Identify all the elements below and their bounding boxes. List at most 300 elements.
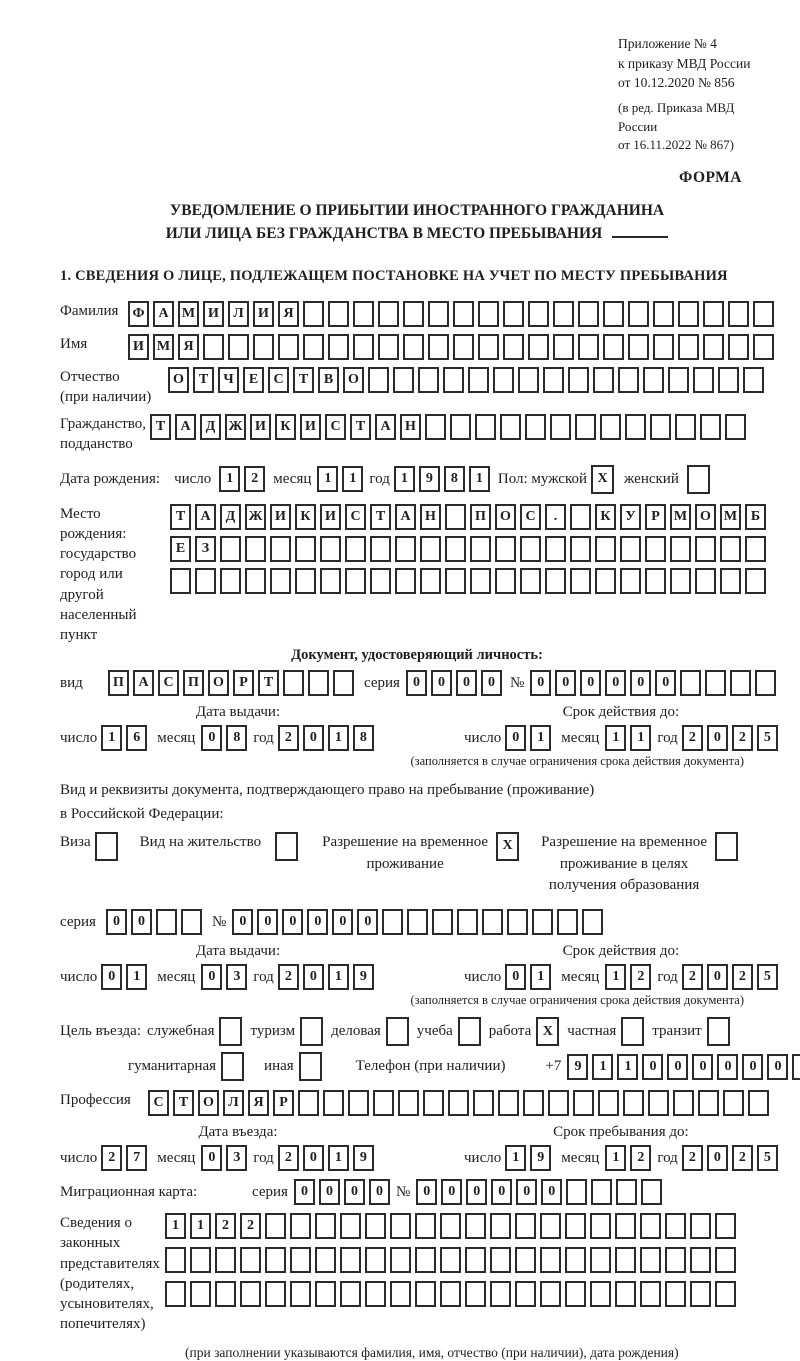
char-cell[interactable]	[340, 1213, 361, 1239]
char-cell[interactable]: 1	[101, 725, 122, 751]
char-cell[interactable]	[643, 367, 664, 393]
char-cell[interactable]: М	[670, 504, 691, 530]
char-cell[interactable]	[690, 1247, 711, 1273]
char-cell[interactable]: Т	[170, 504, 191, 530]
char-cell[interactable]	[615, 1281, 636, 1307]
char-cell[interactable]: 0	[357, 909, 378, 935]
char-cell[interactable]: 0	[481, 670, 502, 696]
char-cell[interactable]: С	[148, 1090, 169, 1116]
char-cell[interactable]	[498, 1090, 519, 1116]
char-cell[interactable]	[543, 367, 564, 393]
char-cell[interactable]: 0	[416, 1179, 437, 1205]
char-cell[interactable]: Т	[370, 504, 391, 530]
char-cell[interactable]	[423, 1090, 444, 1116]
char-cell[interactable]	[495, 536, 516, 562]
char-cell[interactable]: 2	[101, 1145, 122, 1171]
char-cell[interactable]	[290, 1281, 311, 1307]
char-cell[interactable]	[557, 909, 578, 935]
char-cell[interactable]	[299, 1052, 322, 1081]
char-cell[interactable]	[548, 1090, 569, 1116]
char-cell[interactable]	[298, 1090, 319, 1116]
char-cell[interactable]: И	[300, 414, 321, 440]
char-cell[interactable]: 9	[419, 466, 440, 492]
char-cell[interactable]: Я	[278, 301, 299, 327]
char-cell[interactable]: А	[195, 504, 216, 530]
char-cell[interactable]: 7	[126, 1145, 147, 1171]
char-cell[interactable]: 0	[303, 725, 324, 751]
char-cell[interactable]: 1	[617, 1054, 638, 1080]
char-cell[interactable]: 1	[219, 466, 240, 492]
char-cell[interactable]: 1	[328, 725, 349, 751]
char-cell[interactable]: 1	[530, 964, 551, 990]
char-cell[interactable]	[465, 1213, 486, 1239]
char-cell[interactable]	[687, 465, 710, 494]
char-cell[interactable]	[245, 568, 266, 594]
char-cell[interactable]	[245, 536, 266, 562]
char-cell[interactable]: X	[496, 832, 519, 861]
char-cell[interactable]	[528, 334, 549, 360]
char-cell[interactable]: 1	[592, 1054, 613, 1080]
char-cell[interactable]	[565, 1281, 586, 1307]
char-cell[interactable]	[532, 909, 553, 935]
char-cell[interactable]: 0	[505, 725, 526, 751]
char-cell[interactable]	[565, 1213, 586, 1239]
char-cell[interactable]	[653, 301, 674, 327]
char-cell[interactable]	[620, 536, 641, 562]
char-cell[interactable]: 2	[732, 964, 753, 990]
char-cell[interactable]: 6	[126, 725, 147, 751]
char-cell[interactable]: 0	[466, 1179, 487, 1205]
char-cell[interactable]: А	[395, 504, 416, 530]
char-cell[interactable]	[221, 1052, 244, 1081]
char-cell[interactable]: О	[695, 504, 716, 530]
char-cell[interactable]: А	[153, 301, 174, 327]
char-cell[interactable]: 0	[707, 964, 728, 990]
char-cell[interactable]	[165, 1281, 186, 1307]
char-cell[interactable]: 2	[630, 964, 651, 990]
char-cell[interactable]: 0	[530, 670, 551, 696]
char-cell[interactable]: 8	[444, 466, 465, 492]
char-cell[interactable]: 0	[307, 909, 328, 935]
char-cell[interactable]	[578, 301, 599, 327]
char-cell[interactable]	[386, 1017, 409, 1046]
char-cell[interactable]	[457, 909, 478, 935]
char-cell[interactable]: 0	[707, 1145, 728, 1171]
char-cell[interactable]: 1	[165, 1213, 186, 1239]
char-cell[interactable]	[678, 301, 699, 327]
char-cell[interactable]	[390, 1281, 411, 1307]
char-cell[interactable]: К	[595, 504, 616, 530]
char-cell[interactable]: 5	[757, 1145, 778, 1171]
char-cell[interactable]	[390, 1247, 411, 1273]
char-cell[interactable]	[525, 414, 546, 440]
char-cell[interactable]	[315, 1247, 336, 1273]
char-cell[interactable]	[670, 568, 691, 594]
char-cell[interactable]	[553, 301, 574, 327]
char-cell[interactable]	[515, 1247, 536, 1273]
char-cell[interactable]	[578, 334, 599, 360]
char-cell[interactable]	[603, 301, 624, 327]
char-cell[interactable]	[670, 536, 691, 562]
char-cell[interactable]: 0	[505, 964, 526, 990]
char-cell[interactable]	[465, 1281, 486, 1307]
char-cell[interactable]: 0	[303, 1145, 324, 1171]
char-cell[interactable]	[320, 568, 341, 594]
char-cell[interactable]	[475, 414, 496, 440]
char-cell[interactable]	[328, 334, 349, 360]
char-cell[interactable]	[493, 367, 514, 393]
char-cell[interactable]	[745, 568, 766, 594]
char-cell[interactable]	[458, 1017, 481, 1046]
char-cell[interactable]	[641, 1179, 662, 1205]
char-cell[interactable]	[432, 909, 453, 935]
char-cell[interactable]: З	[195, 536, 216, 562]
char-cell[interactable]: И	[250, 414, 271, 440]
char-cell[interactable]: 0	[717, 1054, 738, 1080]
char-cell[interactable]	[725, 414, 746, 440]
char-cell[interactable]	[515, 1213, 536, 1239]
char-cell[interactable]: И	[270, 504, 291, 530]
char-cell[interactable]: И	[253, 301, 274, 327]
char-cell[interactable]	[270, 536, 291, 562]
char-cell[interactable]	[593, 367, 614, 393]
char-cell[interactable]: 1	[328, 1145, 349, 1171]
char-cell[interactable]	[723, 1090, 744, 1116]
char-cell[interactable]	[665, 1281, 686, 1307]
char-cell[interactable]	[303, 301, 324, 327]
char-cell[interactable]	[450, 414, 471, 440]
char-cell[interactable]	[590, 1247, 611, 1273]
char-cell[interactable]	[395, 536, 416, 562]
char-cell[interactable]: А	[133, 670, 154, 696]
char-cell[interactable]	[620, 568, 641, 594]
char-cell[interactable]	[390, 1213, 411, 1239]
char-cell[interactable]: О	[208, 670, 229, 696]
char-cell[interactable]	[540, 1213, 561, 1239]
char-cell[interactable]	[420, 536, 441, 562]
char-cell[interactable]	[753, 301, 774, 327]
char-cell[interactable]	[382, 909, 403, 935]
char-cell[interactable]: Я	[248, 1090, 269, 1116]
char-cell[interactable]: 0	[692, 1054, 713, 1080]
char-cell[interactable]: 0	[232, 909, 253, 935]
char-cell[interactable]: Б	[745, 504, 766, 530]
char-cell[interactable]	[215, 1247, 236, 1273]
char-cell[interactable]: И	[320, 504, 341, 530]
char-cell[interactable]: Ф	[128, 301, 149, 327]
char-cell[interactable]: 2	[240, 1213, 261, 1239]
char-cell[interactable]: 0	[303, 964, 324, 990]
char-cell[interactable]: 0	[257, 909, 278, 935]
char-cell[interactable]	[703, 334, 724, 360]
char-cell[interactable]: Д	[220, 504, 241, 530]
char-cell[interactable]	[715, 1247, 736, 1273]
char-cell[interactable]	[190, 1247, 211, 1273]
char-cell[interactable]	[470, 568, 491, 594]
char-cell[interactable]	[553, 334, 574, 360]
char-cell[interactable]	[603, 334, 624, 360]
char-cell[interactable]	[703, 301, 724, 327]
char-cell[interactable]	[340, 1281, 361, 1307]
char-cell[interactable]: 2	[732, 1145, 753, 1171]
char-cell[interactable]: 0	[332, 909, 353, 935]
char-cell[interactable]: Т	[150, 414, 171, 440]
char-cell[interactable]	[707, 1017, 730, 1046]
char-cell[interactable]: 0	[767, 1054, 788, 1080]
char-cell[interactable]: 2	[278, 1145, 299, 1171]
char-cell[interactable]	[550, 414, 571, 440]
char-cell[interactable]	[640, 1213, 661, 1239]
char-cell[interactable]	[668, 367, 689, 393]
char-cell[interactable]	[648, 1090, 669, 1116]
char-cell[interactable]	[473, 1090, 494, 1116]
char-cell[interactable]: 1	[469, 466, 490, 492]
char-cell[interactable]: И	[203, 301, 224, 327]
char-cell[interactable]	[170, 568, 191, 594]
char-cell[interactable]: 0	[742, 1054, 763, 1080]
char-cell[interactable]	[680, 670, 701, 696]
char-cell[interactable]	[470, 536, 491, 562]
char-cell[interactable]	[575, 414, 596, 440]
char-cell[interactable]	[698, 1090, 719, 1116]
char-cell[interactable]	[253, 334, 274, 360]
char-cell[interactable]	[240, 1247, 261, 1273]
char-cell[interactable]	[690, 1213, 711, 1239]
char-cell[interactable]: 5	[757, 725, 778, 751]
char-cell[interactable]: Н	[420, 504, 441, 530]
char-cell[interactable]	[370, 568, 391, 594]
char-cell[interactable]	[203, 334, 224, 360]
char-cell[interactable]: О	[198, 1090, 219, 1116]
char-cell[interactable]	[490, 1247, 511, 1273]
char-cell[interactable]	[690, 1281, 711, 1307]
char-cell[interactable]	[165, 1247, 186, 1273]
char-cell[interactable]: 0	[555, 670, 576, 696]
char-cell[interactable]	[265, 1247, 286, 1273]
char-cell[interactable]: А	[375, 414, 396, 440]
char-cell[interactable]	[373, 1090, 394, 1116]
char-cell[interactable]	[628, 301, 649, 327]
char-cell[interactable]: П	[470, 504, 491, 530]
char-cell[interactable]	[228, 334, 249, 360]
char-cell[interactable]: Е	[243, 367, 264, 393]
char-cell[interactable]	[645, 536, 666, 562]
char-cell[interactable]	[528, 301, 549, 327]
char-cell[interactable]: Т	[258, 670, 279, 696]
char-cell[interactable]	[278, 334, 299, 360]
char-cell[interactable]: 0	[344, 1179, 365, 1205]
char-cell[interactable]	[653, 334, 674, 360]
char-cell[interactable]: А	[175, 414, 196, 440]
char-cell[interactable]	[568, 367, 589, 393]
char-cell[interactable]	[275, 832, 298, 861]
char-cell[interactable]: С	[158, 670, 179, 696]
char-cell[interactable]	[503, 301, 524, 327]
char-cell[interactable]	[345, 536, 366, 562]
char-cell[interactable]: 1	[605, 964, 626, 990]
char-cell[interactable]: Ч	[218, 367, 239, 393]
char-cell[interactable]	[320, 536, 341, 562]
char-cell[interactable]: 0	[369, 1179, 390, 1205]
char-cell[interactable]	[445, 504, 466, 530]
char-cell[interactable]: Ж	[225, 414, 246, 440]
char-cell[interactable]	[715, 1281, 736, 1307]
char-cell[interactable]: С	[325, 414, 346, 440]
char-cell[interactable]: Я	[178, 334, 199, 360]
char-cell[interactable]	[518, 367, 539, 393]
char-cell[interactable]: Р	[233, 670, 254, 696]
char-cell[interactable]	[220, 568, 241, 594]
char-cell[interactable]	[393, 367, 414, 393]
char-cell[interactable]: Т	[193, 367, 214, 393]
char-cell[interactable]	[640, 1247, 661, 1273]
char-cell[interactable]	[565, 1247, 586, 1273]
char-cell[interactable]: 2	[682, 1145, 703, 1171]
char-cell[interactable]	[591, 1179, 612, 1205]
char-cell[interactable]	[573, 1090, 594, 1116]
char-cell[interactable]: С	[268, 367, 289, 393]
char-cell[interactable]	[265, 1281, 286, 1307]
char-cell[interactable]	[720, 536, 741, 562]
char-cell[interactable]	[303, 334, 324, 360]
char-cell[interactable]: 0	[406, 670, 427, 696]
char-cell[interactable]: 2	[732, 725, 753, 751]
char-cell[interactable]: К	[275, 414, 296, 440]
char-cell[interactable]: 0	[541, 1179, 562, 1205]
char-cell[interactable]	[468, 367, 489, 393]
char-cell[interactable]: 2	[630, 1145, 651, 1171]
char-cell[interactable]	[190, 1281, 211, 1307]
char-cell[interactable]	[728, 301, 749, 327]
char-cell[interactable]	[625, 414, 646, 440]
char-cell[interactable]	[792, 1054, 800, 1080]
char-cell[interactable]	[700, 414, 721, 440]
char-cell[interactable]: Р	[273, 1090, 294, 1116]
char-cell[interactable]	[445, 568, 466, 594]
char-cell[interactable]: 0	[580, 670, 601, 696]
char-cell[interactable]: С	[520, 504, 541, 530]
char-cell[interactable]	[315, 1281, 336, 1307]
char-cell[interactable]: 0	[667, 1054, 688, 1080]
char-cell[interactable]: 0	[655, 670, 676, 696]
char-cell[interactable]	[365, 1213, 386, 1239]
char-cell[interactable]	[478, 301, 499, 327]
char-cell[interactable]: 1	[505, 1145, 526, 1171]
char-cell[interactable]	[345, 568, 366, 594]
char-cell[interactable]: 0	[201, 725, 222, 751]
char-cell[interactable]	[623, 1090, 644, 1116]
char-cell[interactable]	[753, 334, 774, 360]
char-cell[interactable]: Л	[223, 1090, 244, 1116]
char-cell[interactable]: 0	[630, 670, 651, 696]
char-cell[interactable]	[315, 1213, 336, 1239]
char-cell[interactable]	[570, 568, 591, 594]
char-cell[interactable]	[598, 1090, 619, 1116]
char-cell[interactable]	[407, 909, 428, 935]
char-cell[interactable]: И	[128, 334, 149, 360]
char-cell[interactable]	[220, 536, 241, 562]
char-cell[interactable]	[665, 1247, 686, 1273]
char-cell[interactable]: 0	[605, 670, 626, 696]
char-cell[interactable]	[395, 568, 416, 594]
char-cell[interactable]	[365, 1281, 386, 1307]
char-cell[interactable]: X	[536, 1017, 559, 1046]
char-cell[interactable]: .	[545, 504, 566, 530]
char-cell[interactable]	[240, 1281, 261, 1307]
char-cell[interactable]: 8	[226, 725, 247, 751]
char-cell[interactable]	[418, 367, 439, 393]
char-cell[interactable]: X	[591, 465, 614, 494]
char-cell[interactable]	[283, 670, 304, 696]
char-cell[interactable]: 0	[441, 1179, 462, 1205]
char-cell[interactable]: В	[318, 367, 339, 393]
char-cell[interactable]	[425, 414, 446, 440]
char-cell[interactable]	[715, 1213, 736, 1239]
char-cell[interactable]	[621, 1017, 644, 1046]
char-cell[interactable]: М	[178, 301, 199, 327]
char-cell[interactable]	[445, 536, 466, 562]
char-cell[interactable]	[695, 536, 716, 562]
char-cell[interactable]: 0	[201, 964, 222, 990]
char-cell[interactable]	[675, 414, 696, 440]
char-cell[interactable]	[333, 670, 354, 696]
char-cell[interactable]	[515, 1281, 536, 1307]
char-cell[interactable]: Т	[173, 1090, 194, 1116]
char-cell[interactable]: 0	[707, 725, 728, 751]
char-cell[interactable]	[590, 1281, 611, 1307]
char-cell[interactable]	[595, 568, 616, 594]
char-cell[interactable]: 3	[226, 1145, 247, 1171]
char-cell[interactable]: 9	[353, 1145, 374, 1171]
char-cell[interactable]	[443, 367, 464, 393]
char-cell[interactable]	[570, 536, 591, 562]
char-cell[interactable]: С	[345, 504, 366, 530]
char-cell[interactable]	[453, 334, 474, 360]
char-cell[interactable]: 1	[342, 466, 363, 492]
char-cell[interactable]	[545, 568, 566, 594]
char-cell[interactable]	[650, 414, 671, 440]
char-cell[interactable]	[582, 909, 603, 935]
char-cell[interactable]: 1	[190, 1213, 211, 1239]
char-cell[interactable]	[540, 1281, 561, 1307]
char-cell[interactable]	[500, 414, 521, 440]
char-cell[interactable]: 1	[630, 725, 651, 751]
char-cell[interactable]: Т	[350, 414, 371, 440]
char-cell[interactable]	[348, 1090, 369, 1116]
char-cell[interactable]	[453, 301, 474, 327]
char-cell[interactable]	[403, 301, 424, 327]
char-cell[interactable]: 0	[282, 909, 303, 935]
char-cell[interactable]	[265, 1213, 286, 1239]
char-cell[interactable]: М	[153, 334, 174, 360]
char-cell[interactable]: О	[343, 367, 364, 393]
char-cell[interactable]: 2	[244, 466, 265, 492]
char-cell[interactable]	[95, 832, 118, 861]
char-cell[interactable]: 1	[328, 964, 349, 990]
char-cell[interactable]	[705, 670, 726, 696]
char-cell[interactable]	[695, 568, 716, 594]
char-cell[interactable]: 0	[642, 1054, 663, 1080]
char-cell[interactable]: Д	[200, 414, 221, 440]
char-cell[interactable]: 0	[106, 909, 127, 935]
char-cell[interactable]: 1	[317, 466, 338, 492]
char-cell[interactable]: Е	[170, 536, 191, 562]
char-cell[interactable]	[503, 334, 524, 360]
char-cell[interactable]	[615, 1213, 636, 1239]
char-cell[interactable]	[743, 367, 764, 393]
char-cell[interactable]	[465, 1247, 486, 1273]
char-cell[interactable]: 0	[431, 670, 452, 696]
